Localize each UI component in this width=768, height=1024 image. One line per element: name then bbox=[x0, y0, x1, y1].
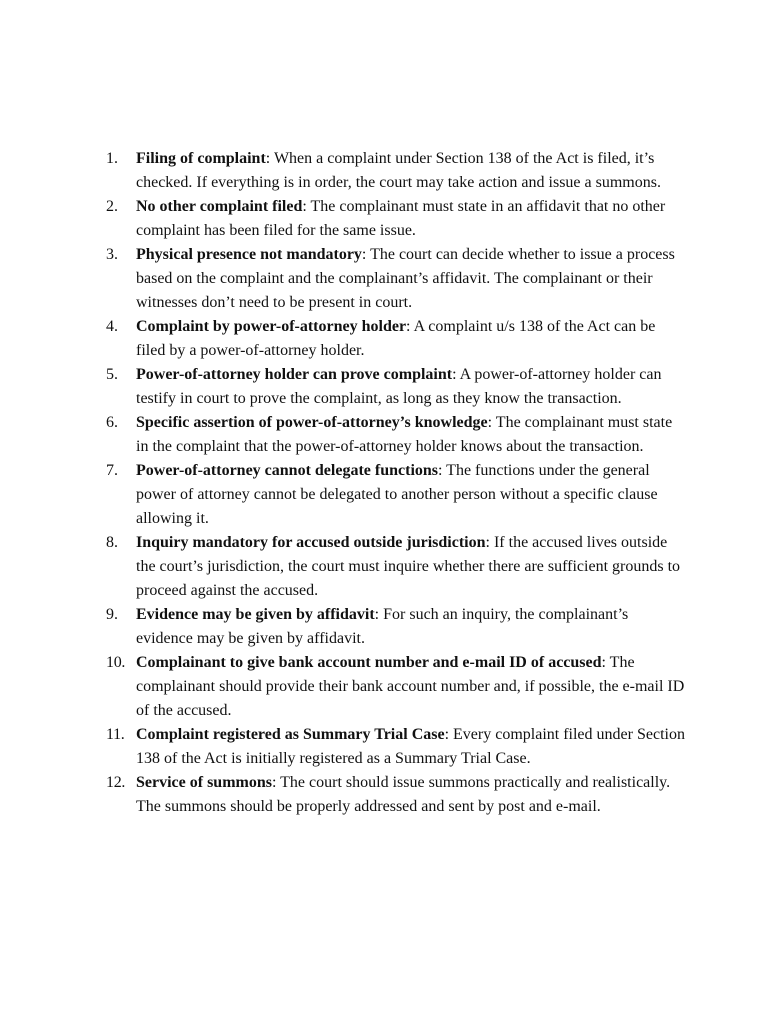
list-item-number: 3. bbox=[106, 246, 118, 263]
list-item-heading: Service of summons bbox=[136, 774, 272, 791]
list-item-heading: Power-of-attorney holder can prove complaint bbox=[136, 366, 453, 383]
list-item-number: 1. bbox=[106, 150, 118, 167]
list-item bbox=[106, 195, 686, 243]
list-item-text: : If the accused lives outside the court’s jurisdiction, the court must inquire whether there are sufficient grounds to proceed against the accused. bbox=[136, 534, 681, 599]
list-item bbox=[106, 147, 686, 195]
numbered-list bbox=[106, 147, 686, 819]
list-item-text: : A power-of-attorney holder can testify in court to prove the complaint, as long as they know the transaction. bbox=[136, 366, 662, 407]
list-item-heading: Evidence may be given by affidavit bbox=[136, 606, 375, 623]
list-item-heading: Power-of-attorney cannot delegate functions bbox=[136, 462, 439, 479]
list-item-number: 11. bbox=[106, 726, 125, 743]
list-item bbox=[106, 459, 686, 531]
list-item bbox=[106, 531, 686, 603]
list-item-text: : For such an inquiry, the complainant’s evidence may be given by affidavit. bbox=[136, 606, 629, 647]
list-item-number: 8. bbox=[106, 534, 118, 551]
list-item-number: 7. bbox=[106, 462, 118, 479]
list-item-heading: Specific assertion of power-of-attorney’s knowledge bbox=[136, 414, 488, 431]
list-item-number: 6. bbox=[106, 414, 118, 431]
list-item-number: 5. bbox=[106, 366, 118, 383]
list-item-text: : The court should issue summons practically and realistically. The summons should be properly addressed and sent by post and e-mail. bbox=[136, 774, 671, 815]
list-item bbox=[106, 363, 686, 411]
list-item bbox=[106, 723, 686, 771]
list-item-heading: No other complaint filed bbox=[136, 198, 303, 215]
list-item bbox=[106, 411, 686, 459]
list-item-number: 10. bbox=[106, 654, 126, 671]
list-item-number: 9. bbox=[106, 606, 118, 623]
list-item bbox=[106, 243, 686, 315]
list-item bbox=[106, 315, 686, 363]
list-item-heading: Filing of complaint bbox=[136, 150, 266, 167]
list-item-heading: Inquiry mandatory for accused outside jurisdiction bbox=[136, 534, 486, 551]
list-item bbox=[106, 603, 686, 651]
list-item-text: : The court can decide whether to issue a process based on the complaint and the complainant’s affidavit. The complainant or their witnesses don’t need to be present in court. bbox=[136, 246, 675, 311]
list-item-text: : A complaint u/s 138 of the Act can be filed by a power-of-attorney holder. bbox=[136, 318, 656, 359]
list-item bbox=[106, 771, 686, 819]
list-item-heading: Complaint by power-of-attorney holder bbox=[136, 318, 407, 335]
list-item-text: : When a complaint under Section 138 of the Act is filed, it’s checked. If everything is in order, the court may take action and issue a summons. bbox=[136, 150, 661, 191]
list-item-text: : The complainant must state in the complaint that the power-of-attorney holder knows about the transaction. bbox=[136, 414, 673, 455]
list-item-number: 2. bbox=[106, 198, 118, 215]
list-item-text: : The functions under the general power of attorney cannot be delegated to another person without a specific clause allowing it. bbox=[136, 462, 658, 527]
list-item-number: 12. bbox=[106, 774, 126, 791]
list-item-text: : The complainant must state in an affidavit that no other complaint has been filed for the same issue. bbox=[136, 198, 666, 239]
list-item-number: 4. bbox=[106, 318, 118, 335]
list-item-text: : The complainant should provide their bank account number and, if possible, the e-mail ID of the accused. bbox=[136, 654, 685, 719]
list-item-heading: Complainant to give bank account number and e-mail ID of accused bbox=[136, 654, 602, 671]
list-item-heading: Physical presence not mandatory bbox=[136, 246, 362, 263]
list-item-heading: Complaint registered as Summary Trial Case bbox=[136, 726, 445, 743]
list-item-text: : Every complaint filed under Section 138 of the Act is initially registered as a Summary Trial Case. bbox=[136, 726, 685, 767]
list-item bbox=[106, 651, 686, 723]
